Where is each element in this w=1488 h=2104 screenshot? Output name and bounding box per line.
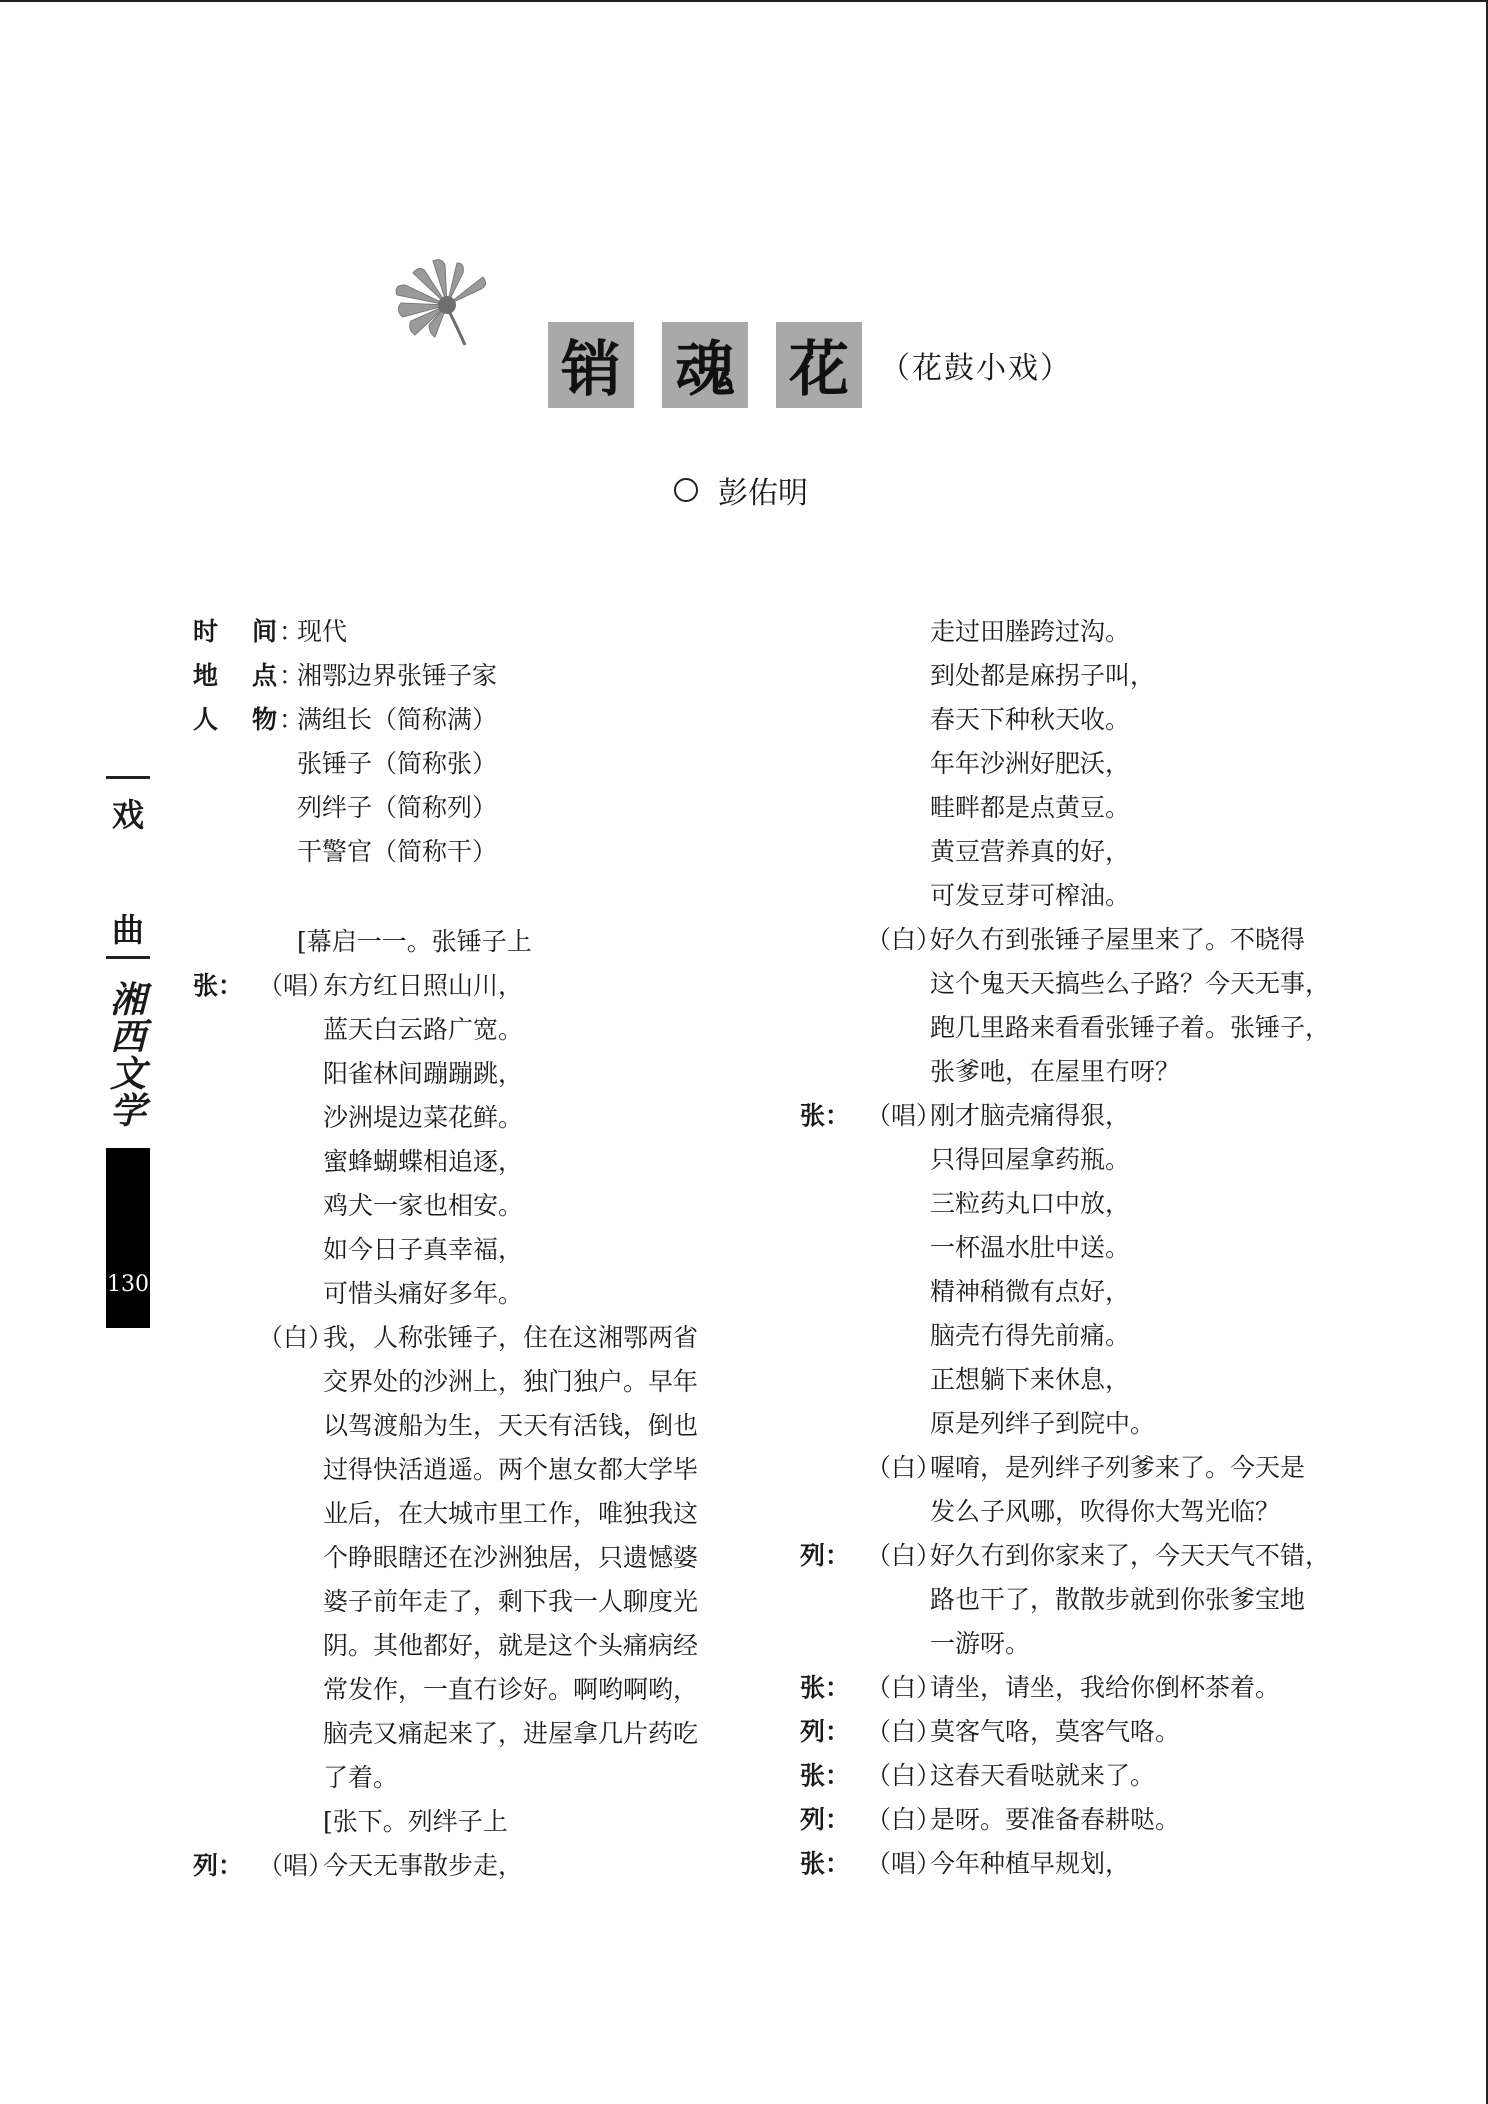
dialogue-line	[193, 964, 733, 1008]
magazine-char: 学	[109, 1090, 146, 1132]
cast-value: 张锤子（简称张）	[297, 749, 498, 778]
dialogue-line	[193, 1844, 733, 1888]
dialogue-line	[193, 1448, 733, 1492]
dialogue-text: 刚才脑壳痛得狠，	[930, 1101, 1131, 1130]
speaker-label: 张：	[800, 1101, 851, 1130]
dialogue-text: 东方红日照山川，	[323, 971, 524, 1000]
delivery-mode: （白）	[866, 1761, 942, 1790]
dialogue-text: 业后，在大城市里工作，唯独我这	[323, 1499, 699, 1528]
dialogue-line	[800, 1094, 1360, 1138]
speaker-label: 张：	[800, 1673, 851, 1702]
speaker-label: 张：	[800, 1761, 851, 1790]
dialogue-line	[193, 1624, 733, 1668]
dialogue-line	[193, 1052, 733, 1096]
dialogue-line	[800, 654, 1360, 698]
dialogue-text: 畦畔都是点黄豆。	[930, 793, 1131, 822]
cast-label-char: 物	[251, 705, 277, 734]
dialogue-text: 路也干了，散散步就到你张爹宝地	[930, 1585, 1306, 1614]
dialogue-text: 今天无事散步走，	[323, 1851, 524, 1880]
dialogue-text: 鸡犬一家也相安。	[323, 1191, 524, 1220]
dialogue-text: 沙洲堤边菜花鲜。	[323, 1103, 524, 1132]
dialogue-text: 好久冇到你家来了，今天天气不错，	[930, 1541, 1331, 1570]
dialogue-text: 蓝天白云路广宽。	[323, 1015, 524, 1044]
cast-value: 现代	[297, 617, 348, 646]
cast-value: 湘鄂边界张锤子家	[297, 661, 498, 690]
dialogue-text: 这春天看哒就来了。	[930, 1761, 1156, 1790]
dialogue-text: 精神稍微有点好，	[930, 1277, 1131, 1306]
dialogue-line	[800, 1270, 1360, 1314]
dialogue-line	[800, 962, 1360, 1006]
dialogue-line	[193, 1228, 733, 1272]
cast-row	[193, 698, 713, 742]
dialogue-text: 脑壳又痛起来了，进屋拿几片药吃	[323, 1719, 699, 1748]
delivery-mode: （白）	[866, 1717, 942, 1746]
dialogue-text: 莫客气咯，莫客气咯。	[930, 1717, 1181, 1746]
dialogue-text: 春天下种秋天收。	[930, 705, 1131, 734]
dialogue-line	[193, 1272, 733, 1316]
speaker-label: 列：	[800, 1717, 851, 1746]
stage-direction: [幕启一一。张锤子上	[297, 927, 532, 956]
dialogue-line	[800, 1710, 1360, 1754]
dialogue-line	[193, 1316, 733, 1360]
dialogue-line	[800, 1226, 1360, 1270]
magazine-char: 湘	[109, 979, 146, 1021]
dialogue-line	[193, 1668, 733, 1712]
dialogue-line	[193, 920, 733, 964]
speaker-label: 列：	[800, 1541, 851, 1570]
cast-value: 列绊子（简称列）	[297, 793, 498, 822]
cast-label-char: 地	[193, 661, 219, 690]
dialogue-text: 以驾渡船为生，天天有活钱，倒也	[323, 1411, 699, 1440]
dialogue-text: 发么子风哪，吹得你大驾光临？	[930, 1497, 1281, 1526]
dialogue-text: 如今日子真幸福，	[323, 1235, 524, 1264]
cast-colon: ：	[279, 617, 305, 646]
dialogue-text: 这个鬼天天搞些么子路？今天无事，	[930, 969, 1331, 998]
delivery-mode: （白）	[866, 1673, 942, 1702]
author-name: 彭佑明	[718, 476, 808, 511]
dialogue-text: 今年种植早规划，	[930, 1849, 1131, 1878]
dialogue-line	[800, 1358, 1360, 1402]
dialogue-text: 可惜头痛好多年。	[323, 1279, 524, 1308]
dialogue-line	[800, 1754, 1360, 1798]
delivery-mode: （白）	[866, 1541, 942, 1570]
dialogue-line	[800, 1402, 1360, 1446]
dialogue-line	[193, 1140, 733, 1184]
magazine-title	[106, 979, 150, 1132]
cast-label-char: 点	[251, 661, 277, 690]
author-line	[674, 468, 808, 512]
delivery-mode: （唱）	[258, 971, 334, 1000]
delivery-mode: （白）	[866, 1453, 942, 1482]
title-char-3: 花	[776, 322, 862, 408]
dialogue-line	[193, 1008, 733, 1052]
dialogue-text: 阳雀林间蹦蹦跳，	[323, 1059, 524, 1088]
section-rule-bottom	[106, 956, 150, 959]
dialogue-text: 常发作，一直冇诊好。啊哟啊哟，	[323, 1675, 699, 1704]
dialogue-text: 了着。	[323, 1763, 399, 1792]
dialogue-line	[193, 1360, 733, 1404]
dialogue-text: 张爹吔，在屋里冇呀？	[930, 1057, 1181, 1086]
speaker-label: 张：	[193, 971, 244, 1000]
dialogue-text: 一杯温水肚中送。	[930, 1233, 1131, 1262]
cast-row	[193, 786, 713, 830]
dialogue-text: 黄豆营养真的好，	[930, 837, 1131, 866]
cast-row	[193, 742, 713, 786]
delivery-mode: （唱）	[258, 1851, 334, 1880]
flower-icon	[385, 255, 505, 350]
dialogue-text: 到处都是麻拐子叫，	[930, 661, 1156, 690]
cast-label-char: 时	[193, 617, 219, 646]
cast-label	[193, 698, 277, 742]
dialogue-line	[800, 918, 1360, 962]
cast-label-char: 间	[251, 617, 277, 646]
dialogue-text: 年年沙洲好肥沃，	[930, 749, 1131, 778]
dialogue-text: 可发豆芽可榨油。	[930, 881, 1131, 910]
dialogue-line	[800, 1798, 1360, 1842]
speaker-label: 列：	[193, 1851, 244, 1880]
delivery-mode: （唱）	[866, 1101, 942, 1130]
magazine-char: 文	[109, 1053, 146, 1095]
dialogue-line	[193, 1096, 733, 1140]
dialogue-line	[800, 1050, 1360, 1094]
dialogue-text: 跑几里路来看看张锤子着。张锤子，	[930, 1013, 1331, 1042]
section-rule-top	[106, 776, 150, 779]
title-char-1: 销	[548, 322, 634, 408]
dialogue-line	[800, 1182, 1360, 1226]
dialogue-line	[800, 1578, 1360, 1622]
cast-row	[193, 830, 713, 874]
page-tab-block	[106, 1148, 150, 1328]
dialogue-line	[800, 698, 1360, 742]
dialogue-text: 走过田塍跨过沟。	[930, 617, 1131, 646]
dialogue-text: 好久冇到张锤子屋里来了。不晓得	[930, 925, 1306, 954]
delivery-mode: （白）	[258, 1323, 334, 1352]
dialogue-text: 喔唷，是列绊子列爹来了。今天是	[930, 1453, 1306, 1482]
dialogue-text: 蜜蜂蝴蝶相追逐，	[323, 1147, 524, 1176]
dialogue-text: 过得快活逍遥。两个崽女都大学毕	[323, 1455, 699, 1484]
dialogue-text: 一游呀。	[930, 1629, 1031, 1658]
magazine-char: 西	[109, 1016, 146, 1058]
cast-colon: ：	[279, 705, 305, 734]
section-label-bottom: 曲	[111, 911, 144, 949]
dialogue-line	[193, 1580, 733, 1624]
dialogue-line	[193, 1492, 733, 1536]
dialogue-text: 只得回屋拿药瓶。	[930, 1145, 1131, 1174]
dialogue-text: 婆子前年走了，剩下我一人聊度光	[323, 1587, 699, 1616]
dialogue-line	[800, 1490, 1360, 1534]
title-char-2: 魂	[662, 322, 748, 408]
dialogue-line	[800, 610, 1360, 654]
dialogue-text: 请坐，请坐，我给你倒杯茶着。	[930, 1673, 1281, 1702]
dialogue-line	[193, 1712, 733, 1756]
dialogue-text: 个睁眼瞎还在沙洲独居，只遗憾婆	[323, 1543, 699, 1572]
page-border-top	[0, 0, 1488, 2]
dialogue-text: 脑壳冇得先前痛。	[930, 1321, 1131, 1350]
dialogue-line	[800, 830, 1360, 874]
speaker-label: 列：	[800, 1805, 851, 1834]
section-label-top: 戏	[111, 796, 144, 834]
dialogue-text: 是呀。要准备春耕哒。	[930, 1805, 1181, 1834]
cast-value: 干警官（简称干）	[297, 837, 498, 866]
dialogue-line	[800, 1666, 1360, 1710]
dialogue-line	[800, 1534, 1360, 1578]
dialogue-line	[800, 1622, 1360, 1666]
delivery-mode: （唱）	[866, 1849, 942, 1878]
cast-colon: ：	[279, 661, 305, 690]
cast-row	[193, 610, 713, 654]
delivery-mode: （白）	[866, 925, 942, 954]
cast-label	[193, 654, 277, 698]
dialogue-text: 阴。其他都好，就是这个头痛病经	[323, 1631, 699, 1660]
circle-icon	[674, 478, 698, 502]
dialogue-line	[800, 742, 1360, 786]
delivery-mode: （白）	[866, 1805, 942, 1834]
dialogue-line	[800, 1842, 1360, 1886]
dialogue-line	[800, 1138, 1360, 1182]
dialogue-line	[193, 1184, 733, 1228]
dialogue-line	[193, 1756, 733, 1800]
cast-row	[193, 654, 713, 698]
speaker-label: 张：	[800, 1849, 851, 1878]
page-number: 130	[107, 1272, 149, 1297]
dialogue-line	[800, 786, 1360, 830]
subtitle: （花鼓小戏）	[880, 351, 1072, 386]
dialogue-line	[193, 1536, 733, 1580]
dialogue-text: 三粒药丸口中放，	[930, 1189, 1131, 1218]
dialogue-line	[193, 1800, 733, 1844]
dialogue-line	[800, 1006, 1360, 1050]
dialogue-text: 正想躺下来休息，	[930, 1365, 1131, 1394]
dialogue-line	[800, 1314, 1360, 1358]
dialogue-text: 原是列绊子到院中。	[930, 1409, 1156, 1438]
dialogue-text: [张下。列绊子上	[323, 1807, 508, 1836]
cast-label	[193, 610, 277, 654]
dialogue-line	[193, 1404, 733, 1448]
cast-label-char: 人	[193, 705, 219, 734]
dialogue-text: 交界处的沙洲上，独门独户。早年	[323, 1367, 699, 1396]
dialogue-line	[800, 1446, 1360, 1490]
dialogue-text: 我，人称张锤子，住在这湘鄂两省	[323, 1323, 699, 1352]
cast-value: 满组长（简称满）	[297, 705, 498, 734]
dialogue-line	[800, 874, 1360, 918]
